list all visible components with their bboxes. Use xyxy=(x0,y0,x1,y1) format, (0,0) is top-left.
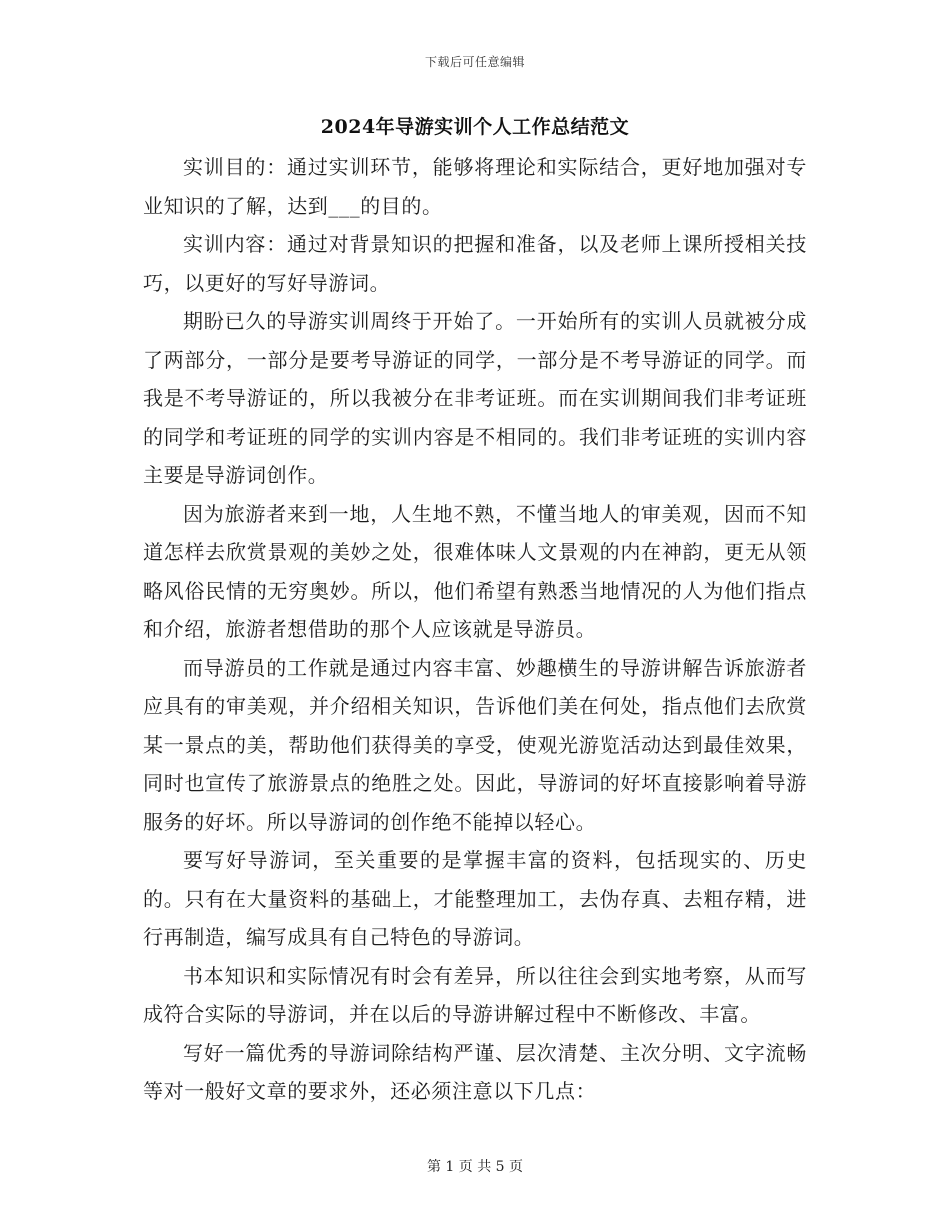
paragraph-field-study: 书本知识和实际情况有时会有差异，所以往往会到实地考察，从而写成符合实际的导游词，并在以后的导游讲解过程中不断修改、丰富。 xyxy=(143,963,807,1026)
paragraph-guide-work: 而导游员的工作就是通过内容丰富、妙趣横生的导游讲解告诉旅游者应具有的审美观，并介绍相关知识，告诉他们美在何处，指点他们去欣赏某一景点的美，帮助他们获得美的享受，使观光游览活动达到最佳效果，同时也宣传了旅游景点的绝胜之处。因此，导游词的好坏直接影响着导游服务的好坏。所以导游词的创作绝不能掉以轻心。 xyxy=(143,655,807,834)
header-note: 下载后可任意编辑 xyxy=(424,55,525,69)
paragraph-materials: 要写好导游词，至关重要的是掌握丰富的资料，包括现实的、历史的。只有在大量资料的基础上，才能整理加工，去伪存真、去粗存精，进行再制造，编写成具有自己特色的导游词。 xyxy=(143,848,807,949)
paragraph-training-goal: 实训目的：通过实训环节，能够将理论和实际结合，更好地加强对专业知识的了解，达到___的目的。 xyxy=(143,155,807,218)
document-title: 2024年导游实训个人工作总结范文 xyxy=(320,116,630,138)
paragraph-training-week: 期盼已久的导游实训周终于开始了。一开始所有的实训人员就被分成了两部分，一部分是要考导游证的同学，一部分是不考导游证的同学。而我是不考导游证的，所以我被分在非考证班。而在实训期间我们非考证班的同学和考证班的同学的实训内容是不相同的。我们非考证班的实训内容主要是导游词创作。 xyxy=(143,309,807,487)
paragraph-writing-points: 写好一篇优秀的导游词除结构严谨、层次清楚、主次分明、文字流畅等对一般好文章的要求外，还必须注意以下几点： xyxy=(143,1040,807,1103)
document-body xyxy=(143,148,807,1111)
paragraph-training-content: 实训内容：通过对背景知识的把握和准备，以及老师上课所授相关技巧，以更好的写好导游词。 xyxy=(143,232,807,295)
page-number: 第 1 页 共 5 页 xyxy=(426,1159,524,1175)
paragraph-tourist-needs: 因为旅游者来到一地，人生地不熟，不懂当地人的审美观，因而不知道怎样去欣赏景观的美妙之处，很难体味人文景观的内在神韵，更无从领略风俗民情的无穷奥妙。所以，他们希望有熟悉当地情况的人为他们指点和介绍，旅游者想借助的那个人应该就是导游员。 xyxy=(143,501,807,641)
